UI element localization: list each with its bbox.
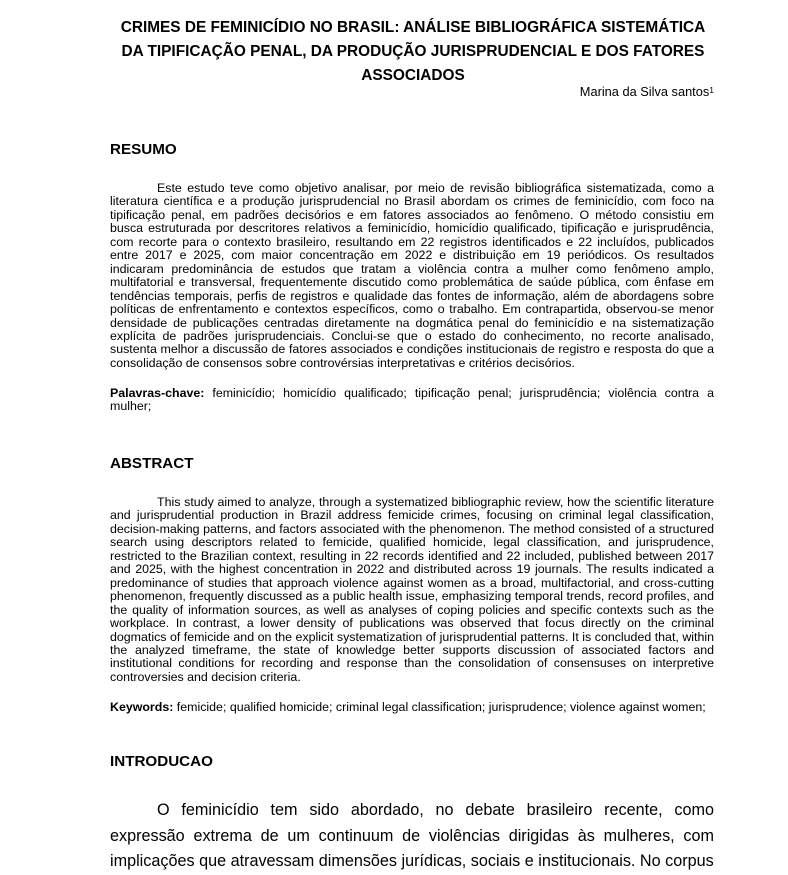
abstract-keywords-list: femicide; qualified homicide; criminal legal classification; jurisprudence; violence against women;	[173, 700, 706, 714]
abstract-body	[110, 496, 714, 684]
author-line	[580, 84, 714, 100]
abstract-keywords-label: Keywords:	[110, 700, 174, 714]
resumo-keywords-list: feminicídio; homicídio qualificado; tipificação penal; jurisprudência; violência contra a mulher;	[110, 386, 714, 414]
introducao-heading: INTRODUCAO	[110, 753, 213, 770]
author-name: Marina da Silva santos	[579, 84, 710, 99]
abstract-keywords	[110, 701, 714, 714]
author-footnote-mark: 1	[709, 85, 714, 95]
resumo-body	[110, 182, 714, 370]
resumo-heading: RESUMO	[110, 141, 177, 158]
resumo-keywords-label: Palavras-chave:	[110, 386, 205, 400]
resumo-text: Este estudo teve como objetivo analisar, por meio de revisão bibliográfica sistematizada, como a literatura científica e a produção jurisprudencial no Brasil abordam os crimes de feminicídio, com foco na tipificação penal, em padrões decisórios e em fatores associados ao fenômeno. O método consistiu em busca estruturada por descritores relativos a feminicídio, homicídio qualificado, tipificação e jurisprudência, com recorte para o contexto brasileiro, resultando em 22 registros identificados e 22 incluídos, publicados entre 2017 e 2025, com maior concentração em 2022 e distribuição em 19 periódicos. Os resultados indicaram predominância de estudos que tratam a violência contra a mulher como fenômeno amplo, multifatorial e transversal, frequentemente discutido como problemática de saúde pública, com ênfase em tendências temporais, perfis de registros e qualidade das fontes de informação, além de abordagens sobre políticas de enfrentamento e contextos específicos, como o trabalho. Em contrapartida, observou-se menor densidade de publicações centradas diretamente na dogmática penal do feminicídio e na sistematização explícita de padrões jurisprudenciais. Conclui-se que o estado do conhecimento, no recorte analisado, sustenta melhor a discussão de fatores associados e condições institucionais de registro e resposta do que a consolidação de consensos sobre controvérsias interpretativas e critérios decisórios.	[110, 181, 714, 370]
abstract-text: This study aimed to analyze, through a systematized bibliographic review, how the scientific literature and jurisprudential production in Brazil address femicide crimes, focusing on criminal legal classification, decision-making patterns, and factors associated with the phenomenon. The method consisted of a structured search using descriptors related to femicide, qualified homicide, legal classification, and jurisprudence, restricted to the Brazilian context, resulting in 22 records identified and 22 included, published between 2017 and 2025, with the highest concentration in 2022 and distributed across 19 journals. The results indicated a predominance of studies that approach violence against women as a broad, multifactorial, and cross-cutting phenomenon, frequently discussed as a public health issue, emphasizing temporal trends, record profiles, and the quality of information sources, as well as analyses of coping policies and specific contexts such as the workplace. In contrast, a lower density of publications was observed that focus directly on the criminal dogmatics of femicide and on the explicit systematization of jurisprudential patterns. It is concluded that, within the analyzed timeframe, the state of knowledge better supports discussion of associated factors and institutional conditions for recording and response than the consolidation of consensuses on interpretive controversies and decision criteria.	[110, 495, 714, 684]
introducao-body	[110, 798, 714, 875]
abstract-heading: ABSTRACT	[110, 455, 194, 472]
resumo-keywords	[110, 387, 714, 414]
paper-title: CRIMES DE FEMINICÍDIO NO BRASIL: ANÁLISE BIBLIOGRÁFICA SISTEMÁTICA DA TIPIFICAÇÃO PENAL, DA PRODUÇÃO JURISPRUDENCIAL E DOS FATORES ASSOCIADOS	[120, 19, 706, 84]
introducao-text: O feminicídio tem sido abordado, no debate brasileiro recente, como expressão extrema de um continuum de violências dirigidas às mulheres, com implicações que atravessam dimensões jurídicas, sociais e institucionais. No corpus	[110, 801, 714, 870]
